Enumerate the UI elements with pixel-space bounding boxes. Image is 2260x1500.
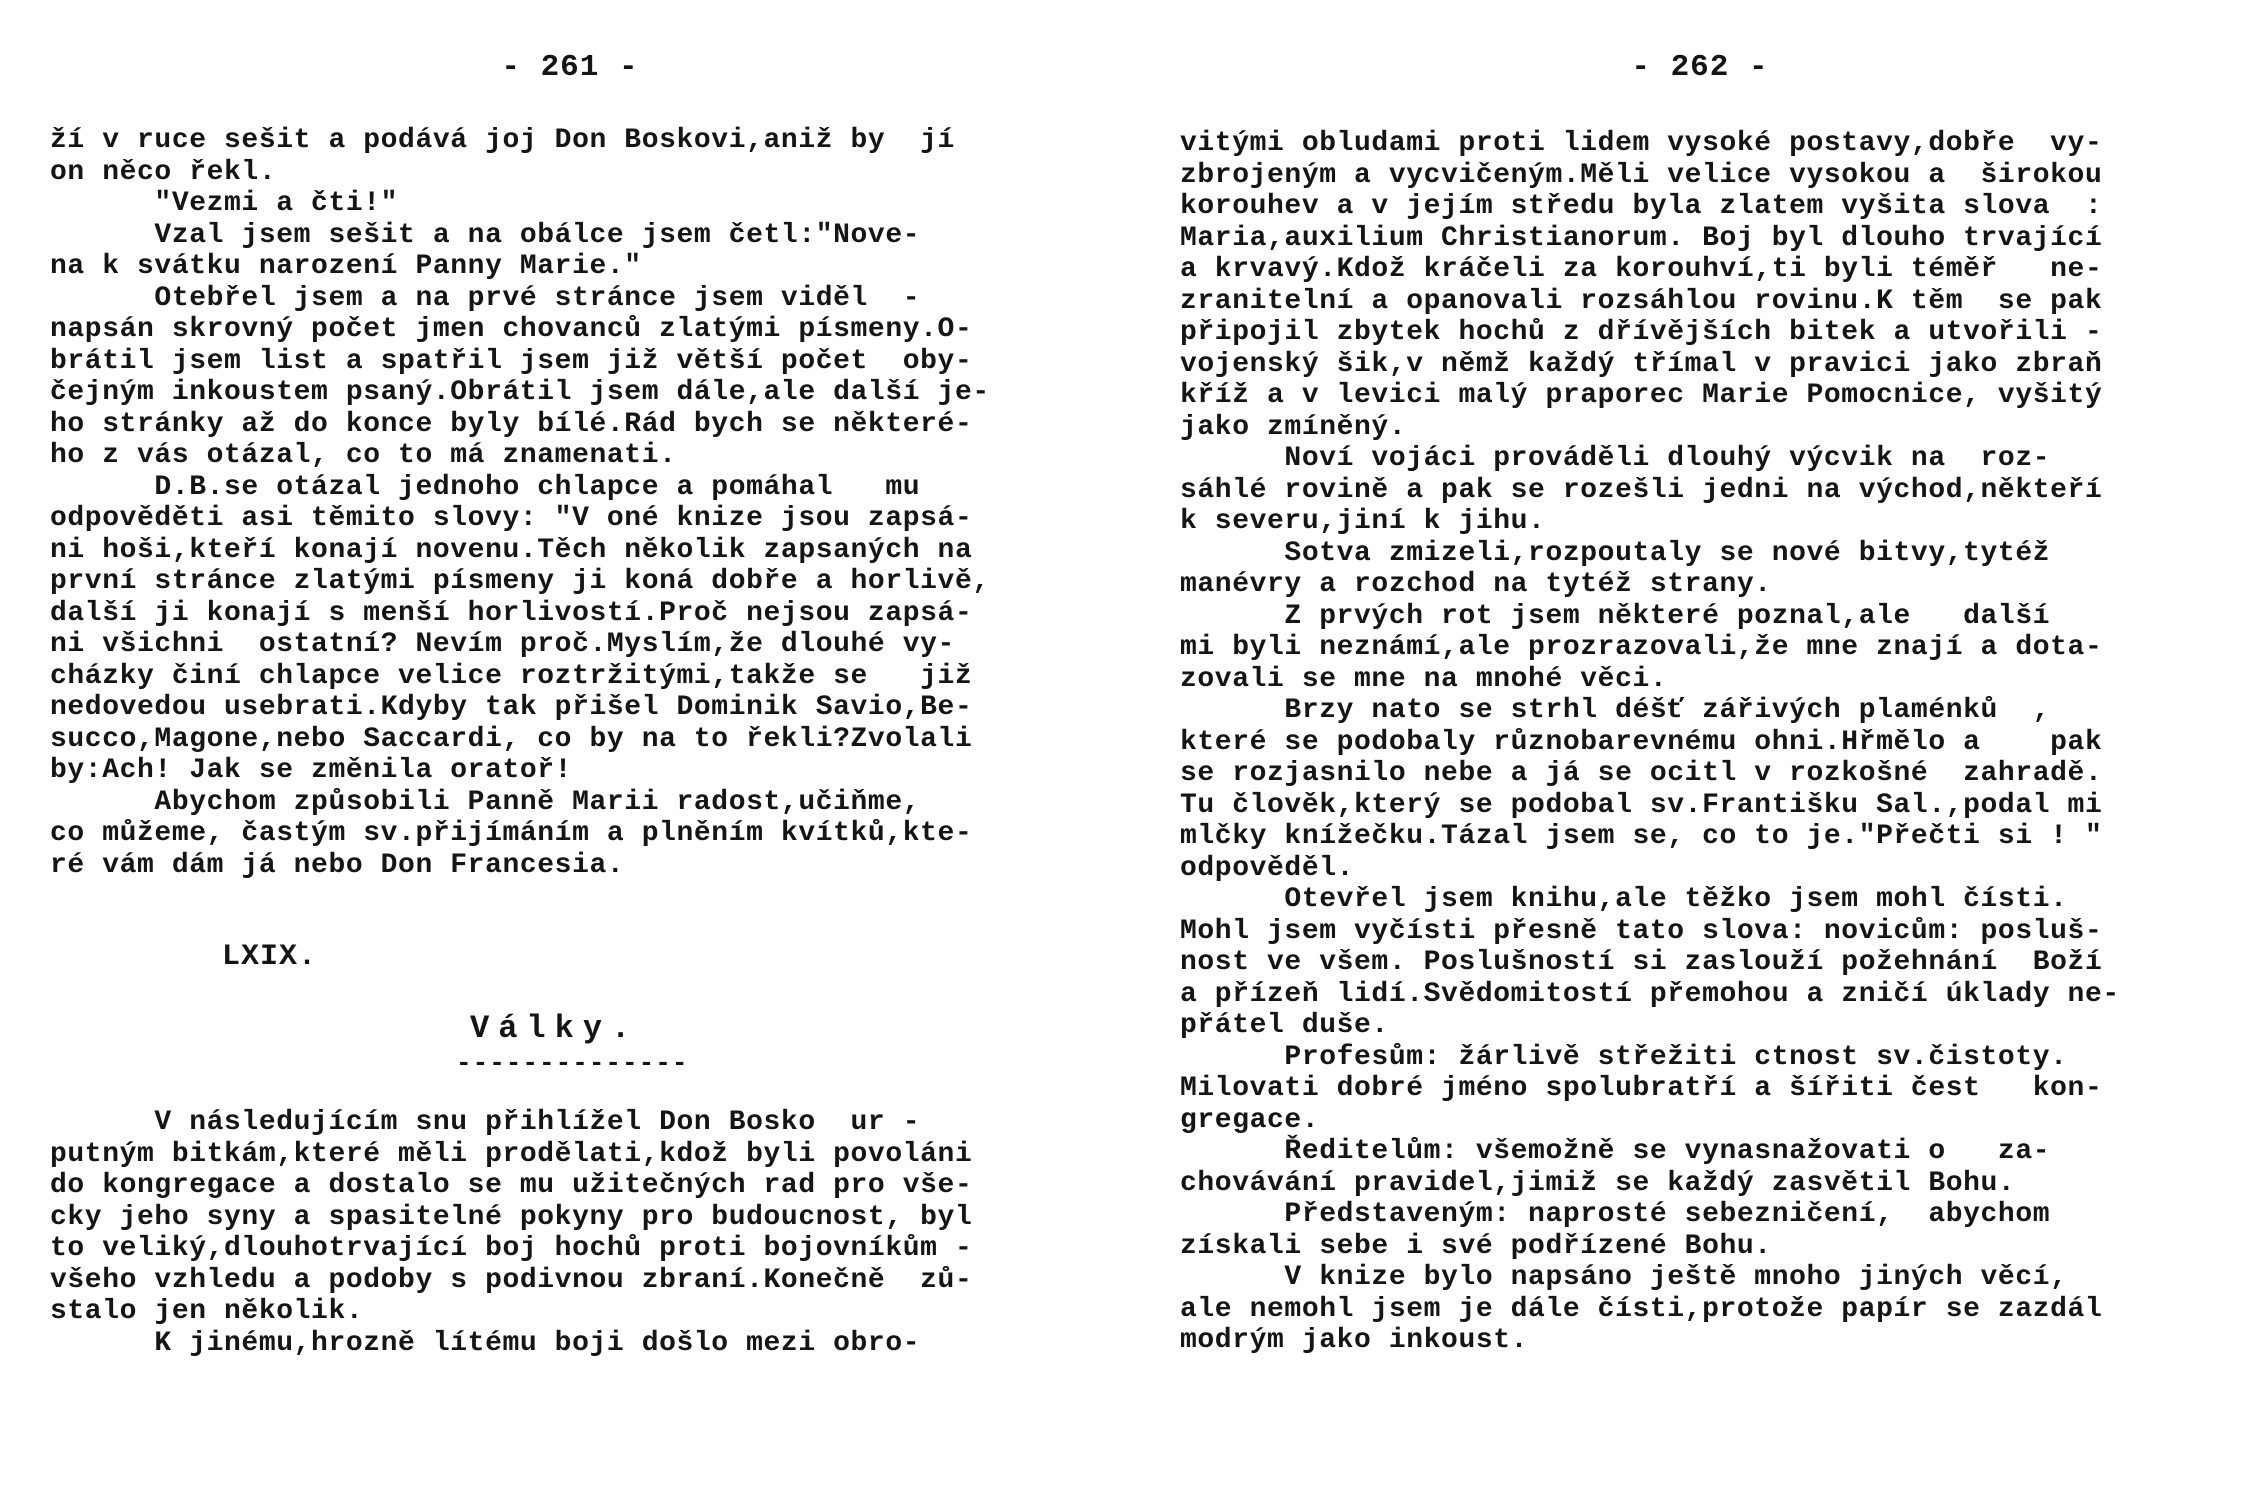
chapter-title-underline: --------------: [456, 1048, 689, 1078]
text-line: k severu,jiní k jihu.: [1180, 506, 1546, 537]
right-text: [1180, 128, 2220, 1357]
text-line: ni všichni ostatní? Nevím proč.Myslím,že dlouhé vy-: [50, 629, 955, 660]
text-line: putným bitkám,které měli prodělati,kdož byli povoláni: [50, 1138, 973, 1170]
text-line: ré vám dám já nebo Don Francesia.: [50, 849, 625, 881]
text-line: přátel duše.: [1180, 1010, 1389, 1041]
text-line: na k svátku narození Panny Marie.": [50, 251, 642, 282]
text-line: Tu člověk,který se podobal sv.Františku Sal.,podal mi: [1180, 789, 2103, 821]
text-line: které se podobaly různobarevnému ohni.Hřmělo a pak: [1180, 726, 2103, 758]
text-line: získali sebe i své podřízené Bohu.: [1180, 1230, 1772, 1262]
text-line: co můžeme, častým sv.přijímáním a plněním kvítků,kte-: [50, 818, 973, 849]
text-line: všeho vzhledu a podoby s podivnou zbraní.Konečně zů-: [50, 1264, 973, 1296]
text-line: stalo jen několik.: [50, 1296, 364, 1327]
text-line: sáhlé rovině a pak se rozešli jedni na východ,někteří: [1180, 474, 2103, 506]
text-line: ale nemohl jsem je dále čísti,protože papír se zazdál: [1180, 1293, 2103, 1325]
text-line: a krvavý.Kdož kráčeli za korouhví,ti byli téměř ne-: [1180, 254, 2103, 285]
text-line: ni hoši,kteří konají novenu.Těch několik zapsaných na: [50, 534, 973, 566]
page-number-right: - 262 -: [1631, 50, 1769, 85]
text-line: ho z vás otázal, co to má znamenati.: [50, 440, 677, 471]
text-line: se rozjasnilo nebe a já se ocitl v rozkošné zahradě.: [1180, 758, 2103, 789]
text-line: V knize bylo napsáno ještě mnoho jiných věcí,: [1180, 1262, 2068, 1293]
text-line: Noví vojáci prováděli dlouhý výcvik na roz-: [1180, 443, 2051, 474]
text-line: zranitelní a opanovali rozsáhlou rovinu.K těm se pak: [1180, 285, 2103, 317]
text-line: Z prvých rot jsem některé poznal,ale další: [1180, 600, 2051, 632]
text-line: vojenský šik,v němž každý třímal v pravici jako zbraň: [1180, 348, 2103, 380]
text-line: zbrojeným a vycvičeným.Měli velice vysokou a širokou: [1180, 159, 2103, 191]
text-line: první stránce zlatými písmeny ji koná dobře a horlivě,: [50, 566, 990, 597]
text-line: D.B.se otázal jednoho chlapce a pomáhal mu: [50, 471, 921, 503]
text-line: brátil jsem list a spatřil jsem již větší počet oby-: [50, 345, 973, 377]
text-line: připojil zbytek hochů z dřívějších bitek a utvořili -: [1180, 317, 2103, 348]
text-line: V následujícím snu přihlížel Don Bosko ur -: [50, 1107, 921, 1138]
text-line: cky jeho syny a spasitelné pokyny pro budoucnost, byl: [50, 1201, 973, 1233]
text-line: succo,Magone,nebo Saccardi, co by na to řekli?Zvolali: [50, 723, 973, 755]
text-line: další ji konají s menší horlivostí.Proč nejsou zapsá-: [50, 597, 973, 629]
chapter-title: Války.: [470, 1010, 640, 1047]
text-line: Ředitelům: všemožně se vynasnažovati o za-: [1180, 1136, 2051, 1167]
text-line: K jinému,hrozně lítému boji došlo mezi obro-: [50, 1327, 921, 1359]
text-line: cházky činí chlapce velice roztržitými,takže se již: [50, 660, 973, 692]
text-line: nost ve všem. Poslušností si zaslouží požehnání Boží: [1180, 947, 2103, 978]
text-line: Mohl jsem vyčísti přesně tato slova: novicům: posluš-: [1180, 915, 2103, 947]
text-line: Brzy nato se strhl déšť zářivých plaménků ,: [1180, 695, 2051, 726]
text-line: chovávání pravidel,jimiž se každý zasvětil Bohu.: [1180, 1167, 2016, 1199]
text-line: Abychom způsobili Panně Marii radost,učiňme,: [50, 786, 921, 818]
text-line: Vzal jsem sešit a na obálce jsem četl:"Nove-: [50, 219, 921, 251]
text-line: korouhev a v jejím středu byla zlatem vyšita slova :: [1180, 191, 2103, 222]
text-line: Otevřel jsem knihu,ale těžko jsem mohl čísti.: [1180, 884, 2068, 915]
text-line: Představeným: naprosté sebezničení, abychom: [1180, 1199, 2051, 1230]
text-line: do kongregace a dostalo se mu užitečných rad pro vše-: [50, 1170, 973, 1201]
chapter-number: LXIX.: [222, 940, 318, 974]
text-line: zovali se mne na mnohé věci.: [1180, 663, 1668, 695]
text-line: manévry a rozchod na tytéž strany.: [1180, 569, 1772, 600]
text-line: jako zmíněný.: [1180, 411, 1407, 443]
page-number-left: - 261 -: [501, 50, 639, 85]
text-line: odpověděti asi těmito slovy: "V oné knize jsou zapsá-: [50, 503, 973, 534]
left-text-bottom: [50, 1107, 1090, 1359]
text-line: Profesům: žárlivě střežiti ctnost sv.čistoty.: [1180, 1041, 2068, 1073]
text-line: on něco řekl.: [50, 156, 277, 188]
text-line: mi byli neznámí,ale prozrazovali,že mne znají a dota-: [1180, 632, 2103, 663]
text-line: kříž a v levici malý praporec Marie Pomocnice, vyšitý: [1180, 380, 2103, 411]
text-line: a přízeň lidí.Svědomitostí přemohou a zničí úklady ne-: [1180, 978, 2120, 1010]
text-line: ho stránky až do konce byly bílé.Rád bych se některé-: [50, 408, 973, 440]
text-line: vitými obludami proti lidem vysoké postavy,dobře vy-: [1180, 128, 2103, 159]
text-line: mlčky knížečku.Tázal jsem se, co to je."Přečti si ! ": [1180, 821, 2103, 852]
text-line: to veliký,dlouhotrvající boj hochů proti bojovníkům -: [50, 1233, 973, 1264]
left-text-top: [50, 125, 1090, 881]
text-line: modrým jako inkoust.: [1180, 1325, 1529, 1356]
text-line: Sotva zmizeli,rozpoutaly se nové bitvy,tytéž: [1180, 537, 2051, 569]
text-line: čejným inkoustem psaný.Obrátil jsem dále,ale další je-: [50, 377, 990, 408]
text-line: nedovedou usebrati.Kdyby tak přišel Dominik Savio,Be-: [50, 692, 973, 723]
text-line: "Vezmi a čti!": [50, 188, 399, 219]
text-line: Milovati dobré jméno spolubratří a šířiti čest kon-: [1180, 1073, 2103, 1104]
text-line: ží v ruce sešit a podává joj Don Boskovi,aniž by jí: [50, 125, 955, 156]
text-line: gregace.: [1180, 1104, 1320, 1136]
text-line: odpověděl.: [1180, 852, 1355, 884]
text-line: Maria,auxilium Christianorum. Boj byl dlouho trvající: [1180, 222, 2103, 254]
text-line: by:Ach! Jak se změnila oratoř!: [50, 755, 573, 786]
text-line: napsán skrovný počet jmen chovanců zlatými písmeny.O-: [50, 314, 973, 345]
text-line: Otebřel jsem a na prvé stránce jsem viděl -: [50, 282, 921, 314]
